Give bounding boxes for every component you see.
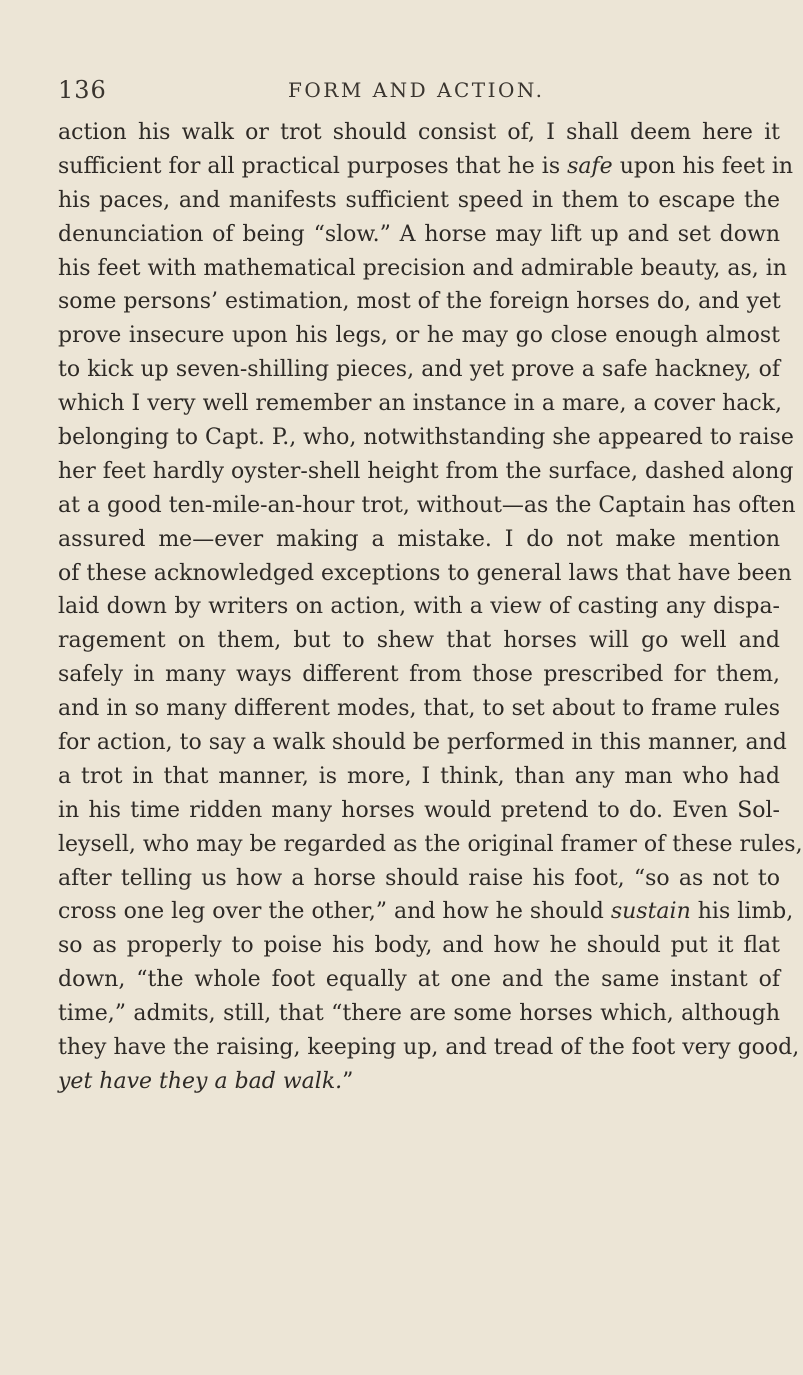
text-segment: laid down by writers on action, with a view of casting any dispa- xyxy=(58,594,780,620)
text-segment: her feet hardly oyster-shell height from the surface, dashed along xyxy=(58,458,794,484)
text-line xyxy=(58,760,780,794)
text-line xyxy=(58,692,780,726)
italic-text: safe xyxy=(567,153,613,179)
text-segment: time,” admits, still, that “there are some horses which, although xyxy=(58,1001,780,1027)
text-segment: ragement on them, but to shew that horses will go well and xyxy=(58,628,780,654)
running-head: FORM AND ACTION. xyxy=(288,78,545,102)
text-line xyxy=(58,997,780,1031)
text-segment: to kick up seven-shilling pieces, and yet prove a safe hackney, of xyxy=(58,357,780,383)
text-segment: down, “the whole foot equally at one and the same instant of xyxy=(58,967,780,993)
text-line xyxy=(58,963,780,997)
text-segment: after telling us how a horse should raise his foot, “so as not to xyxy=(58,865,780,891)
italic-text: yet have they a bad walk. xyxy=(58,1068,343,1094)
text-segment: leysell, who may be regarded as the original framer of these rules, xyxy=(58,831,803,857)
text-line xyxy=(58,387,783,421)
text-line xyxy=(58,150,794,184)
text-line xyxy=(58,895,794,929)
text-segment: assured me—ever making a mistake. I do not make mention xyxy=(58,526,780,552)
text-line xyxy=(58,1031,800,1065)
text-segment: cross one leg over the other,” and how he should xyxy=(58,899,611,925)
text-segment: his paces, and manifests sufficient speed in them to escape the xyxy=(58,187,780,213)
text-segment: denunciation of being “slow.” A horse may lift up and set down xyxy=(58,221,780,247)
text-line xyxy=(58,353,780,387)
text-line xyxy=(58,929,780,963)
text-segment: sufficient for all practical purposes that he is xyxy=(58,153,568,179)
text-line xyxy=(58,557,792,591)
text-line xyxy=(58,862,780,896)
text-line xyxy=(58,421,794,455)
text-line xyxy=(58,590,780,624)
text-segment: of these acknowledged exceptions to general laws that have been xyxy=(58,560,792,586)
body-paragraph xyxy=(58,116,803,1099)
text-segment: some persons’ estimation, most of the foreign horses do, and yet xyxy=(58,289,781,315)
text-line xyxy=(58,794,780,828)
text-segment: belonging to Capt. P., who, notwithstanding she appeared to raise xyxy=(58,425,794,451)
text-segment: prove insecure upon his legs, or he may go close enough almost xyxy=(58,323,780,349)
text-segment: upon his feet in xyxy=(612,153,794,179)
text-line xyxy=(58,319,780,353)
text-segment: so as properly to poise his body, and how he should put it flat xyxy=(58,933,780,959)
text-line xyxy=(58,252,787,286)
page-number: 136 xyxy=(58,76,107,104)
text-line xyxy=(58,285,780,319)
text-segment: and in so many different modes, that, to set about to frame rules xyxy=(58,696,780,722)
text-segment: a trot in that manner, is more, I think, than any man who had xyxy=(58,763,780,789)
text-line xyxy=(58,116,780,150)
text-line xyxy=(58,489,796,523)
text-line xyxy=(58,658,780,692)
text-line xyxy=(58,455,794,489)
text-segment: action his walk or trot should consist of, I shall deem here it xyxy=(58,120,780,145)
text-segment: at a good ten-mile-an-hour trot, without—as the Captain has often xyxy=(58,492,796,518)
text-line xyxy=(58,523,780,557)
text-segment: in his time ridden many horses would pretend to do. Even Sol- xyxy=(58,797,780,823)
text-segment: for action, to say a walk should be performed in this manner, and xyxy=(58,730,787,756)
text-segment: ” xyxy=(342,1068,354,1094)
text-segment: his limb, xyxy=(690,899,794,925)
text-line xyxy=(58,828,803,862)
italic-text: sustain xyxy=(610,899,691,925)
text-segment: safely in many ways different from those prescribed for them, xyxy=(58,662,780,688)
page-header xyxy=(58,76,778,112)
text-line xyxy=(58,218,780,252)
text-segment: which I very well remember an instance in a mare, a cover hack, xyxy=(58,391,783,417)
text-line xyxy=(58,184,780,218)
text-line xyxy=(58,726,787,760)
text-segment: his feet with mathematical precision and admirable beauty, as, in xyxy=(58,255,787,281)
text-line xyxy=(58,624,780,658)
text-line xyxy=(58,1065,780,1099)
text-segment: they have the raising, keeping up, and tread of the foot very good, xyxy=(58,1035,800,1061)
